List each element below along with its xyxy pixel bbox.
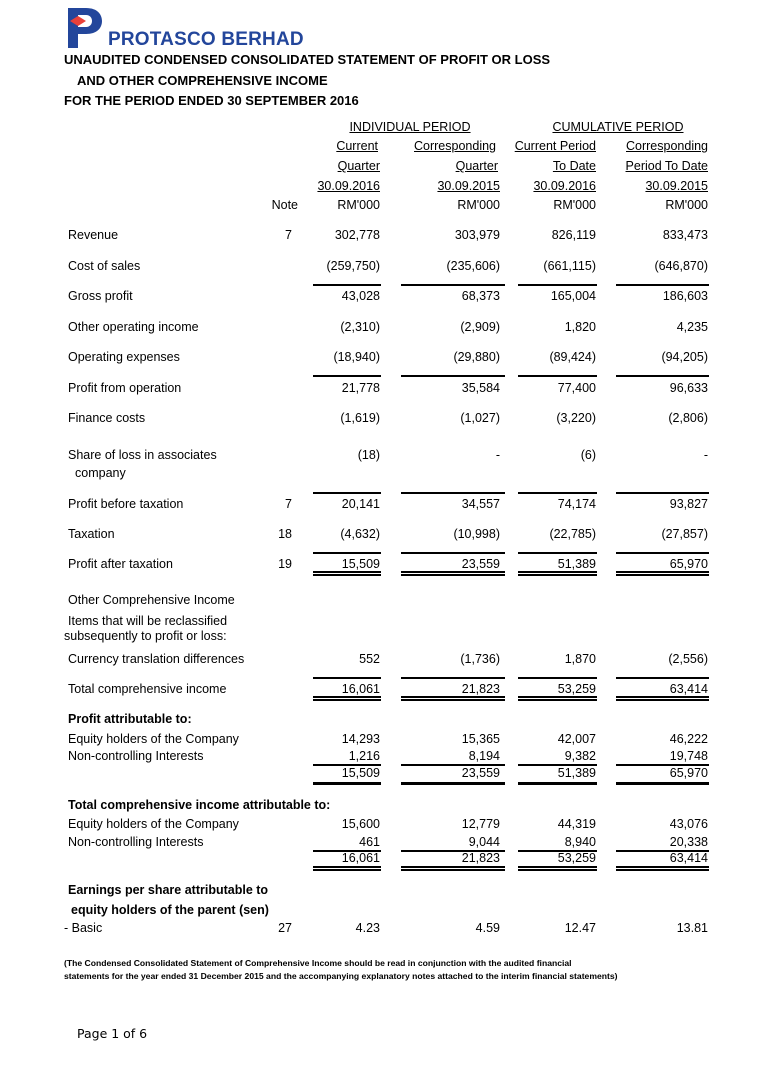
value-cell: 65,970 — [669, 557, 708, 571]
protasco-logo-icon — [64, 6, 104, 50]
value-cell: 21,823 — [461, 851, 500, 865]
double-total-rule — [518, 571, 597, 576]
row-label-share-of-loss-cont: company — [75, 466, 126, 480]
double-total-rule — [616, 571, 709, 576]
value-cell: 13.81 — [676, 921, 708, 935]
value-cell: (89,424) — [549, 350, 596, 364]
total-rule — [401, 782, 505, 785]
subtotal-rule — [616, 284, 709, 286]
col4-unit: RM'000 — [665, 198, 708, 212]
value-cell: 1,216 — [348, 749, 380, 763]
col1-date: 30.09.2016 — [317, 179, 380, 193]
value-cell: (4,632) — [340, 527, 380, 541]
value-cell: (235,606) — [446, 259, 500, 273]
row-label-total-comprehensive-income: Total comprehensive income — [68, 682, 227, 696]
total-rule — [616, 782, 709, 785]
value-cell: (2,556) — [668, 652, 708, 666]
subtotal-rule — [313, 492, 381, 494]
subtotal-rule — [616, 552, 709, 554]
subtotal-rule — [401, 677, 505, 679]
row-label-eps-basic: - Basic — [64, 921, 103, 935]
eps-heading-line1: Earnings per share attributable to — [68, 883, 269, 897]
value-cell: (18) — [357, 448, 380, 462]
total-rule — [313, 782, 381, 785]
value-cell: 77,400 — [557, 381, 596, 395]
value-cell: (18,940) — [333, 350, 380, 364]
subtotal-rule — [518, 552, 597, 554]
statement-period: FOR THE PERIOD ENDED 30 SEPTEMBER 2016 — [64, 93, 359, 108]
row-label-other-operating-income: Other operating income — [68, 320, 199, 334]
row-label-finance-costs: Finance costs — [68, 411, 146, 425]
col2-header-line2: Quarter — [455, 159, 498, 173]
value-cell: 93,827 — [669, 497, 708, 511]
value-cell: 53,259 — [557, 682, 596, 696]
col2-unit: RM'000 — [457, 198, 500, 212]
value-cell: 8,194 — [468, 749, 500, 763]
double-total-rule — [401, 571, 505, 576]
value-cell: 833,473 — [662, 228, 708, 242]
note-profit-after-tax: 19 — [278, 557, 292, 571]
col4-header-line1: Corresponding — [626, 139, 708, 153]
row-label-profit-before-tax: Profit before taxation — [68, 497, 184, 511]
value-cell: (661,115) — [543, 259, 596, 273]
value-cell: 44,319 — [557, 817, 596, 831]
double-total-rule — [401, 866, 505, 871]
value-cell: 42,007 — [557, 732, 596, 746]
value-cell: 21,823 — [461, 682, 500, 696]
value-cell: 65,970 — [669, 766, 708, 780]
value-cell: (6) — [580, 448, 596, 462]
tci-attributable-heading: Total comprehensive income attributable to: — [68, 798, 331, 812]
value-cell: 21,778 — [341, 381, 380, 395]
eps-heading-line2: equity holders of the parent (sen) — [71, 903, 269, 917]
value-cell: 12,779 — [461, 817, 500, 831]
row-label-cost-of-sales: Cost of sales — [68, 259, 141, 273]
value-cell: (259,750) — [326, 259, 380, 273]
value-cell: (2,909) — [460, 320, 500, 334]
value-cell: 302,778 — [334, 228, 380, 242]
value-cell: 165,004 — [550, 289, 596, 303]
value-cell: 63,414 — [669, 682, 708, 696]
value-cell: 9,382 — [564, 749, 596, 763]
row-label-share-of-loss: Share of loss in associates — [68, 448, 217, 462]
oci-subheading-line1: Items that will be reclassified — [68, 614, 228, 628]
row-label-equity-holders: Equity holders of the Company — [68, 732, 239, 746]
value-cell: 43,028 — [341, 289, 380, 303]
value-cell: 96,633 — [669, 381, 708, 395]
value-cell: 12.47 — [564, 921, 596, 935]
row-label-non-controlling: Non-controlling Interests — [68, 835, 204, 849]
subtotal-rule — [313, 284, 381, 286]
footnote-line1: (The Condensed Consolidated Statement of Comprehensive Income should be read in conjunction with the audited financial — [64, 958, 572, 968]
subtotal-rule — [313, 677, 381, 679]
col2-date: 30.09.2015 — [437, 179, 500, 193]
note-taxation: 18 — [278, 527, 292, 541]
col3-header-line1: Current Period — [514, 139, 596, 153]
col1-header-line2: Quarter — [337, 159, 380, 173]
double-total-rule — [401, 696, 505, 701]
row-label-taxation: Taxation — [68, 527, 115, 541]
value-cell: 14,293 — [341, 732, 380, 746]
row-label-profit-from-operation: Profit from operation — [68, 381, 182, 395]
value-cell: 8,940 — [564, 835, 596, 849]
double-total-rule — [616, 696, 709, 701]
cumulative-period-header: CUMULATIVE PERIOD — [552, 120, 684, 134]
individual-period-header: INDIVIDUAL PERIOD — [349, 120, 471, 134]
page-number: Page 1 of 6 — [77, 1026, 148, 1041]
value-cell: 23,559 — [461, 557, 500, 571]
value-cell: 186,603 — [662, 289, 708, 303]
row-label-currency-translation: Currency translation differences — [68, 652, 245, 666]
col4-header-line2: Period To Date — [625, 159, 708, 173]
value-cell: 15,365 — [461, 732, 500, 746]
value-cell: 19,748 — [669, 749, 708, 763]
col3-header-line2: To Date — [552, 159, 596, 173]
value-cell: (646,870) — [654, 259, 708, 273]
value-cell: 4.23 — [355, 921, 380, 935]
col1-header-line1: Current — [336, 139, 378, 153]
value-cell: 34,557 — [461, 497, 500, 511]
total-rule — [518, 782, 597, 785]
footnote-line2: statements for the year ended 31 December 2015 and the accompanying explanatory notes attached to the interim financial statements) — [64, 971, 618, 981]
row-label-equity-holders: Equity holders of the Company — [68, 817, 239, 831]
statement-title-line2: AND OTHER COMPREHENSIVE INCOME — [77, 73, 328, 88]
value-cell: 1,870 — [564, 652, 596, 666]
col4-date: 30.09.2015 — [645, 179, 708, 193]
profit-attributable-heading: Profit attributable to: — [68, 712, 192, 726]
note-profit-before-tax: 7 — [285, 497, 292, 511]
subtotal-rule — [518, 375, 597, 377]
value-cell: 15,509 — [341, 766, 380, 780]
double-total-rule — [518, 866, 597, 871]
subtotal-rule — [518, 492, 597, 494]
subtotal-rule — [616, 492, 709, 494]
value-cell: 15,600 — [341, 817, 380, 831]
col2-header-line1: Corresponding — [414, 139, 496, 153]
subtotal-rule — [616, 375, 709, 377]
double-total-rule — [313, 571, 381, 576]
value-cell: 4,235 — [676, 320, 708, 334]
value-cell: 461 — [359, 835, 380, 849]
value-cell: (3,220) — [556, 411, 596, 425]
row-label-revenue: Revenue — [68, 228, 119, 242]
value-cell: - — [703, 448, 708, 462]
col1-unit: RM'000 — [337, 198, 380, 212]
value-cell: 43,076 — [669, 817, 708, 831]
value-cell: (1,619) — [340, 411, 380, 425]
value-cell: (1,027) — [460, 411, 500, 425]
value-cell: 51,389 — [557, 766, 596, 780]
value-cell: 1,820 — [564, 320, 596, 334]
value-cell: 826,119 — [551, 228, 596, 242]
value-cell: 51,389 — [557, 557, 596, 571]
value-cell: 23,559 — [461, 766, 500, 780]
subtotal-rule — [616, 677, 709, 679]
note-header: Note — [271, 198, 298, 212]
value-cell: 46,222 — [669, 732, 708, 746]
subtotal-rule — [401, 492, 505, 494]
value-cell: 303,979 — [454, 228, 500, 242]
value-cell: 74,174 — [557, 497, 596, 511]
value-cell: (27,857) — [661, 527, 708, 541]
value-cell: 20,141 — [341, 497, 380, 511]
row-label-gross-profit: Gross profit — [68, 289, 133, 303]
value-cell: - — [495, 448, 500, 462]
value-cell: (94,205) — [661, 350, 708, 364]
value-cell: (10,998) — [453, 527, 500, 541]
subtotal-rule — [518, 677, 597, 679]
oci-heading: Other Comprehensive Income — [68, 593, 235, 607]
value-cell: (29,880) — [453, 350, 500, 364]
value-cell: (2,310) — [340, 320, 380, 334]
row-label-operating-expenses: Operating expenses — [68, 350, 180, 364]
oci-subheading-line2: subsequently to profit or loss: — [64, 629, 227, 643]
value-cell: (1,736) — [460, 652, 500, 666]
value-cell: 20,338 — [669, 835, 708, 849]
subtotal-rule — [401, 552, 505, 554]
value-cell: 16,061 — [341, 682, 380, 696]
note-revenue: 7 — [285, 228, 292, 242]
double-total-rule — [313, 696, 381, 701]
note-eps: 27 — [278, 921, 292, 935]
value-cell: 63,414 — [669, 851, 708, 865]
double-total-rule — [313, 866, 381, 871]
value-cell: (2,806) — [668, 411, 708, 425]
value-cell: (22,785) — [549, 527, 596, 541]
subtotal-rule — [313, 552, 381, 554]
value-cell: 552 — [359, 652, 380, 666]
value-cell: 15,509 — [341, 557, 380, 571]
subtotal-rule — [313, 375, 381, 377]
value-cell: 9,044 — [468, 835, 500, 849]
row-label-profit-after-tax: Profit after taxation — [68, 557, 173, 571]
value-cell: 53,259 — [557, 851, 596, 865]
row-label-non-controlling: Non-controlling Interests — [68, 749, 204, 763]
double-total-rule — [518, 696, 597, 701]
value-cell: 16,061 — [341, 851, 380, 865]
value-cell: 35,584 — [461, 381, 500, 395]
value-cell: 4.59 — [475, 921, 500, 935]
value-cell: 68,373 — [461, 289, 500, 303]
subtotal-rule — [401, 284, 505, 286]
company-name: PROTASCO BERHAD — [108, 29, 304, 50]
col3-unit: RM'000 — [553, 198, 596, 212]
subtotal-rule — [401, 375, 505, 377]
col3-date: 30.09.2016 — [533, 179, 596, 193]
subtotal-rule — [518, 284, 597, 286]
double-total-rule — [616, 866, 709, 871]
statement-title-line1: UNAUDITED CONDENSED CONSOLIDATED STATEMENT OF PROFIT OR LOSS — [64, 52, 551, 67]
